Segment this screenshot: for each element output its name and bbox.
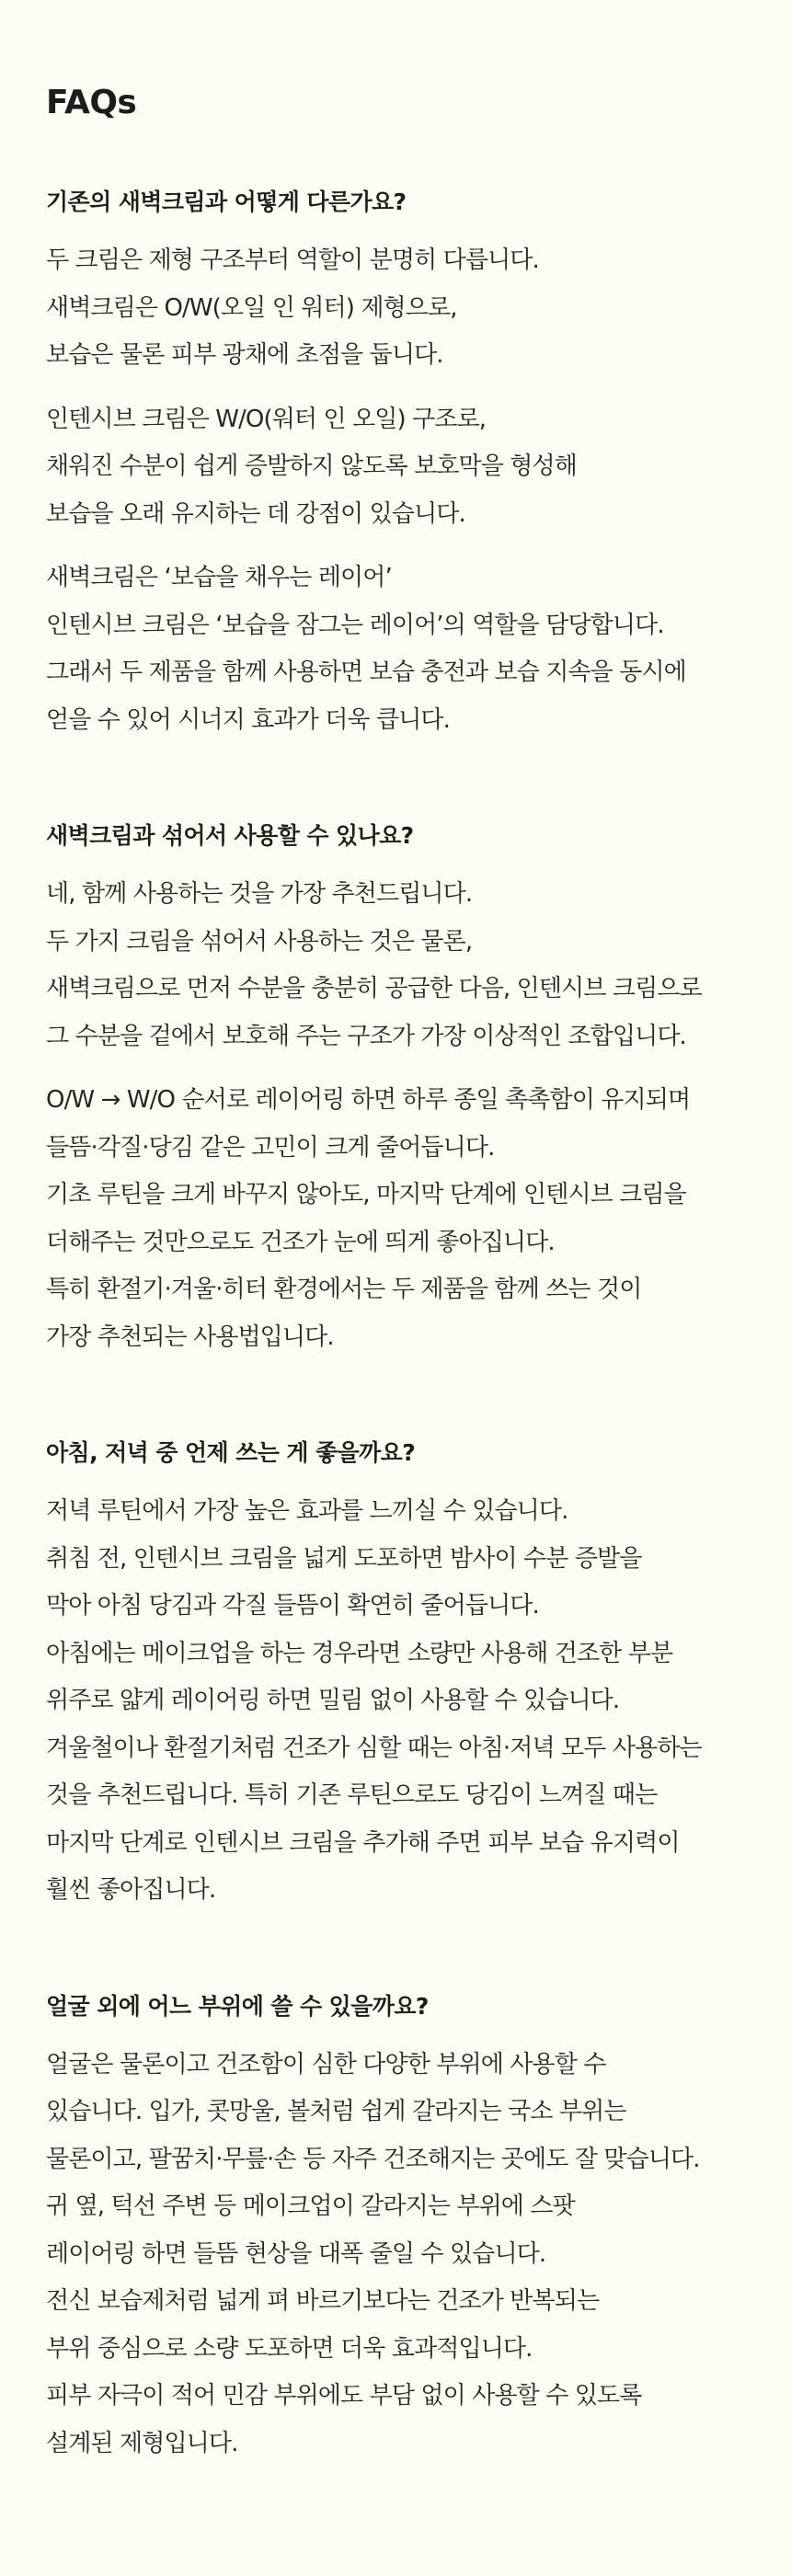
answer-line: 그래서 두 제품을 함께 사용하면 보습 충전과 보습 지속을 동시에 — [46, 658, 686, 686]
answer-line: O/W → W/O 순서로 레이어링 하면 하루 종일 촉촉함이 유지되며 — [46, 1086, 691, 1114]
answer-line: 아침에는 메이크업을 하는 경우라면 소량만 사용해 건조한 부분 — [46, 1639, 673, 1667]
answer-line: 얼굴은 물론이고 건조함이 심한 다양한 부위에 사용할 수 — [46, 2050, 606, 2078]
answer-line: 새벽크림으로 먼저 수분을 충분히 공급한 다음, 인텐시브 크림으로 — [46, 975, 702, 1002]
answer-line: 있습니다. 입가, 콧망울, 볼처럼 쉽게 갈라지는 국소 부위는 — [46, 2098, 626, 2125]
faq-question: 아침, 저녁 중 언제 쓰는 게 좋을까요? — [46, 1439, 416, 1466]
answer-line: 더해주는 것만으로도 건조가 눈에 띄게 좋아집니다. — [46, 1228, 555, 1256]
answer-line: 귀 옆, 턱선 주변 등 메이크업이 갈라지는 부위에 스팟 — [46, 2192, 575, 2220]
answer-line: 얻을 수 있어 시너지 효과가 더욱 큽니다. — [46, 705, 451, 734]
answer-line: 채워진 수분이 쉽게 증발하지 않도록 보호막을 형성해 — [46, 452, 577, 480]
answer-line: 저녁 루틴에서 가장 높은 효과를 느끼실 수 있습니다. — [46, 1497, 568, 1525]
answer-line: 그 수분을 겉에서 보호해 주는 구조가 가장 이상적인 조합입니다. — [46, 1022, 686, 1050]
page-title: FAQs — [46, 84, 137, 121]
faq-answer-paragraph — [46, 871, 745, 1060]
answer-line: 특히 환절기·겨울·히터 환경에서는 두 제품을 함께 쓰는 것이 — [46, 1276, 642, 1303]
faq-answer-paragraph — [46, 1488, 745, 1915]
faq-item — [46, 186, 745, 744]
faq-item — [46, 1990, 745, 2468]
answer-line: 두 크림은 제형 구조부터 역할이 분명히 다릅니다. — [46, 246, 539, 274]
answer-line: 보습을 오래 유지하는 데 강점이 있습니다. — [46, 499, 465, 528]
answer-line: 부위 중심으로 소량 도포하면 더욱 효과적입니다. — [46, 2334, 533, 2363]
answer-line: 설계된 제형입니다. — [46, 2429, 238, 2457]
answer-line: 전신 보습제처럼 넓게 펴 바르기보다는 건조가 반복되는 — [46, 2287, 600, 2315]
answer-line: 것을 추천드립니다. 특히 기존 루틴으로도 당김이 느껴질 때는 — [46, 1781, 658, 1809]
answer-line: 위주로 얇게 레이어링 하면 밀림 없이 사용할 수 있습니다. — [46, 1687, 620, 1714]
faq-question: 새벽크림과 섞어서 사용할 수 있나요? — [46, 822, 414, 849]
faq-item — [46, 819, 745, 1361]
answer-line: 새벽크림은 ‘보습을 채우는 레이어’ — [46, 564, 392, 591]
answer-line: 보습은 물론 피부 광채에 초점을 둡니다. — [46, 341, 443, 369]
answer-line: 가장 추천되는 사용법입니다. — [46, 1322, 334, 1351]
answer-line: 기초 루틴을 크게 바꾸지 않아도, 마지막 단계에 인텐시브 크림을 — [46, 1181, 686, 1208]
answer-line: 두 가지 크림을 섞어서 사용하는 것은 물론, — [46, 927, 473, 956]
answer-line: 취침 전, 인텐시브 크림을 넓게 도포하면 밤사이 수분 증발을 — [46, 1544, 642, 1573]
faq-list — [46, 186, 745, 2467]
answer-line: 인텐시브 크림은 W/O(워터 인 오일) 구조로, — [46, 405, 487, 433]
answer-line: 네, 함께 사용하는 것을 가장 추천드립니다. — [46, 880, 473, 908]
answer-line: 물론이고, 팔꿈치·무릎·손 등 자주 건조해지는 곳에도 잘 맞습니다. — [46, 2145, 700, 2173]
faq-answer-paragraph — [46, 1077, 745, 1361]
answer-line: 들뜸·각질·당김 같은 고민이 크게 줄어듭니다. — [46, 1133, 495, 1162]
faq-question: 얼굴 외에 어느 부위에 쓸 수 있을까요? — [46, 1992, 429, 2020]
faq-answer-paragraph — [46, 396, 745, 539]
faq-item — [46, 1437, 745, 1915]
answer-line: 피부 자극이 적어 민감 부위에도 부담 없이 사용할 수 있도록 — [46, 2382, 642, 2410]
faq-answer-paragraph — [46, 2042, 745, 2468]
answer-line: 겨울철이나 환절기처럼 건조가 심할 때는 아침·저녁 모두 사용하는 — [46, 1734, 702, 1762]
faq-answer-paragraph — [46, 237, 745, 380]
answer-line: 인텐시브 크림은 ‘보습을 잠그는 레이어’의 역할을 담당합니다. — [46, 611, 664, 639]
answer-line: 새벽크림은 O/W(오일 인 워터) 제형으로, — [46, 293, 457, 322]
faq-answer-paragraph — [46, 555, 745, 744]
answer-line: 레이어링 하면 들뜸 현상을 대폭 줄일 수 있습니다. — [46, 2239, 546, 2268]
answer-line: 훨씬 좋아집니다. — [46, 1876, 216, 1904]
answer-line: 마지막 단계로 인텐시브 크림을 추가해 주면 피부 보습 유지력이 — [46, 1828, 680, 1857]
faq-question: 기존의 새벽크림과 어떻게 다른가요? — [46, 189, 407, 215]
answer-line: 막아 아침 당김과 각질 들뜸이 확연히 줄어듭니다. — [46, 1592, 539, 1620]
